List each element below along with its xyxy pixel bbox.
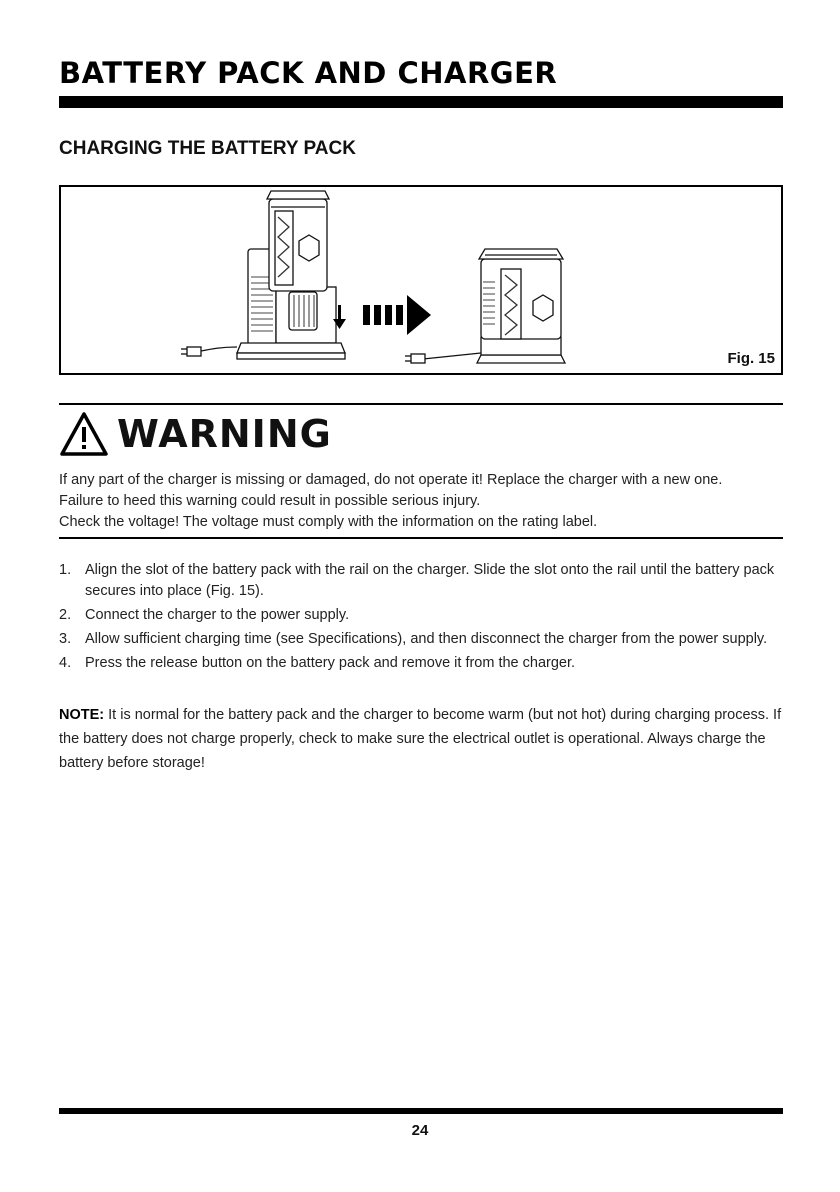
step-text: Connect the charger to the power supply. xyxy=(85,607,350,623)
warning-top-rule xyxy=(59,403,783,405)
step-number: 4. xyxy=(59,655,72,671)
step-item xyxy=(59,560,783,602)
power-cord-left xyxy=(201,347,237,351)
footer-rule xyxy=(59,1108,783,1114)
step-number: 3. xyxy=(59,631,72,647)
figure-label: Fig. 15 xyxy=(727,350,775,367)
right-arrow-icon xyxy=(363,295,431,335)
note-label: NOTE: xyxy=(59,707,105,723)
page-number: 24 xyxy=(411,1122,429,1139)
warning-text-block xyxy=(59,470,783,533)
charging-steps-list xyxy=(59,560,783,677)
step-item xyxy=(59,605,783,626)
figure-15 xyxy=(59,185,783,375)
warning-line: If any part of the charger is missing or damaged, do not operate it! Replace the charger with a new one. xyxy=(59,472,723,488)
step-text: Press the release button on the battery pack and remove it from the charger. xyxy=(85,655,576,671)
step-number: 1. xyxy=(59,562,72,578)
power-cord-right xyxy=(423,353,481,359)
warning-heading: WARNING xyxy=(117,412,332,456)
warning-header xyxy=(59,410,332,458)
charger-left xyxy=(237,191,345,359)
step-number: 2. xyxy=(59,607,72,623)
note-text: It is normal for the battery pack and the charger to become warm (but not hot) during charging process. If the battery does not charge properly, check to make sure the electrical outlet is operational. Always charge the battery before storage! xyxy=(59,707,782,771)
header-rule xyxy=(59,96,783,108)
step-text: Allow sufficient charging time (see Specifications), and then disconnect the charger from the power supply. xyxy=(85,631,768,647)
note-paragraph xyxy=(59,703,785,775)
warning-bottom-rule xyxy=(59,537,783,539)
warning-triangle-icon xyxy=(59,411,109,457)
charger-right xyxy=(477,249,565,363)
step-item xyxy=(59,629,783,650)
step-item xyxy=(59,653,783,674)
warning-line: Failure to heed this warning could result in possible serious injury. xyxy=(59,493,481,509)
step-text: Align the slot of the battery pack with the rail on the charger. Slide the slot onto the rail until the battery pack secures into place (Fig. 15). xyxy=(85,562,775,599)
charger-illustration xyxy=(61,187,781,373)
warning-line: Check the voltage! The voltage must comply with the information on the rating label. xyxy=(59,514,598,530)
section-title: CHARGING THE BATTERY PACK xyxy=(59,138,356,159)
page-title: BATTERY PACK AND CHARGER xyxy=(59,56,558,90)
